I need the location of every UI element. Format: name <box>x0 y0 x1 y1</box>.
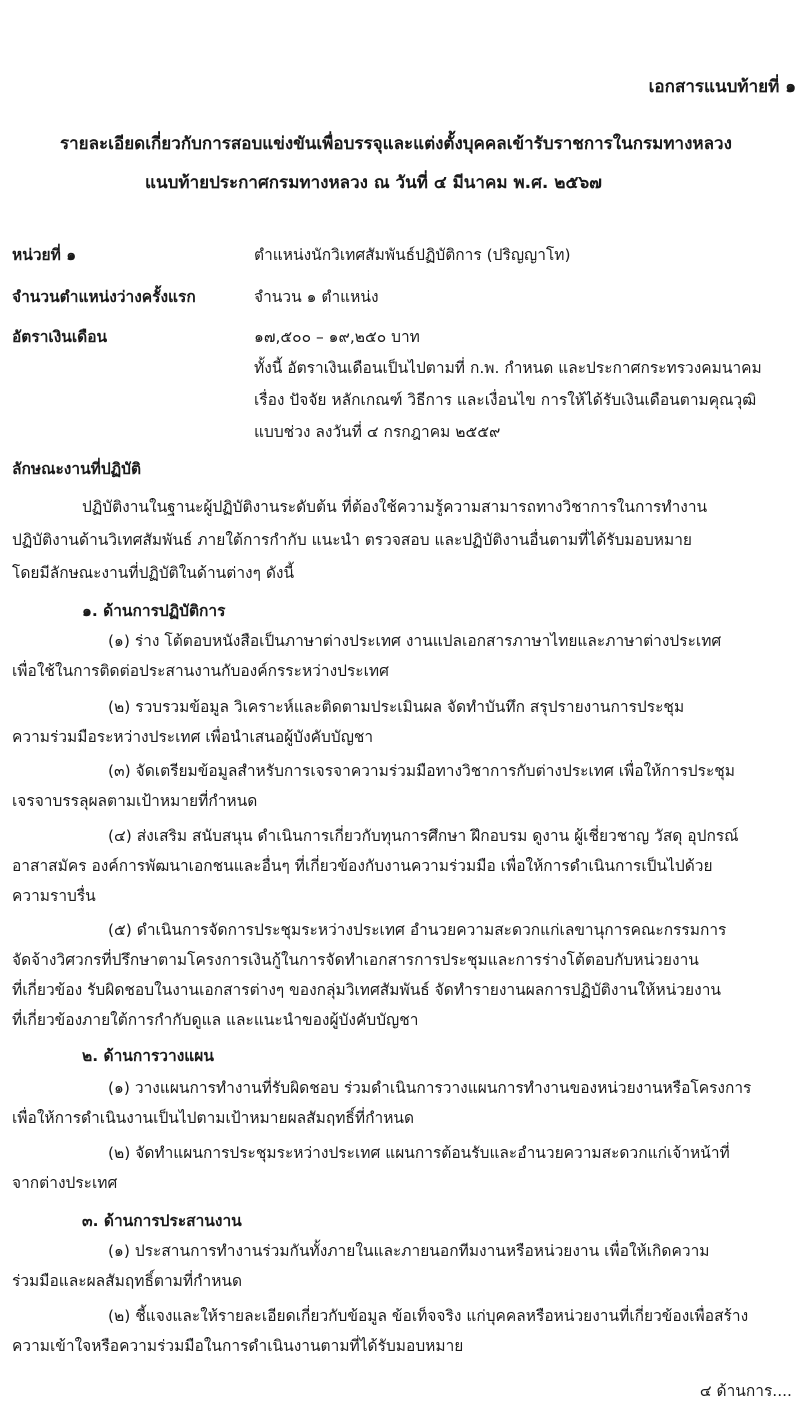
salary-range: ๑๗,๕๐๐ – ๑๙,๒๕๐ บาท <box>254 328 420 346</box>
salary-note-line: ทั้งนี้ อัตราเงินเดือนเป็นไปตามที่ ก.พ. กำหนด และประกาศกระทรวงคมนาคม <box>254 359 762 377</box>
section-1-line: (๕) ดำเนินการจัดการประชุมระหว่างประเทศ อำนวยความสะดวกแก่เลขานุการคณะกรรมการ <box>108 921 727 939</box>
section-1-line: ที่เกี่ยวข้อง รับผิดชอบในงานเอกสารต่างๆ ของกลุ่มวิเทศสัมพันธ์ จัดทำรายงานผลการปฏิบัติงานให้หน่วยงาน <box>12 981 721 999</box>
attachment-label: เอกสารแนบท้ายที่ ๑ <box>648 77 796 97</box>
section-2-heading: ๒. ด้านการวางแผน <box>82 1047 214 1065</box>
unit-value: ตำแหน่งนักวิเทศสัมพันธ์ปฏิบัติการ (ปริญญาโท) <box>254 246 571 264</box>
salary-label: อัตราเงินเดือน <box>12 328 108 346</box>
document-title: รายละเอียดเกี่ยวกับการสอบแข่งขันเพื่อบรรจุและแต่งตั้งบุคคลเข้ารับราชการในกรมทางหลวง <box>60 134 732 154</box>
section-3-line: ความเข้าใจหรือความร่วมมือในการดำเนินงานตามที่ได้รับมอบหมาย <box>12 1337 464 1355</box>
section-1-line: ความร่วมมือระหว่างประเทศ เพื่อนำเสนอผู้บังคับบัญชา <box>12 728 374 746</box>
section-3-line: (๒) ชี้แจงและให้รายละเอียดเกี่ยวกับข้อมูล ข้อเท็จจริง แก่บุคคลหรือหน่วยงานที่เกี่ยวข้องเพื่อสร้าง <box>108 1307 749 1325</box>
section-1-heading: ๑. ด้านการปฏิบัติการ <box>82 602 226 620</box>
intro-line: ปฏิบัติงานด้านวิเทศสัมพันธ์ ภายใต้การกำกับ แนะนำ ตรวจสอบ และปฏิบัติงานอื่นตามที่ได้รับมอบหมาย <box>12 531 693 549</box>
section-1-line: (๑) ร่าง โต้ตอบหนังสือเป็นภาษาต่างประเทศ งานแปลเอกสารภาษาไทยและภาษาต่างประเทศ <box>108 632 722 650</box>
intro-line: ปฏิบัติงานในฐานะผู้ปฏิบัติงานระดับต้น ที่ต้องใช้ความรู้ความสามารถทางวิชาการในการทำงาน <box>82 498 708 516</box>
section-2-line: จากต่างประเทศ <box>12 1174 118 1192</box>
section-1-line: เจรจาบรรลุผลตามเป้าหมายที่กำหนด <box>12 792 258 810</box>
section-1-line: ที่เกี่ยวข้องภายใต้การกำกับดูแล และแนะนำของผู้บังคับบัญชา <box>12 1011 419 1029</box>
section-1-line: อาสาสมัคร องค์การพัฒนาเอกชนและอื่นๆ ที่เกี่ยวข้องกับงานความร่วมมือ เพื่อให้การดำเนินการเป็นไปด้วย <box>12 857 713 875</box>
section-3-line: ร่วมมือและผลสัมฤทธิ์ตามที่กำหนด <box>12 1272 243 1290</box>
section-1-line: ความราบรื่น <box>12 887 96 905</box>
document-subtitle: แนบท้ายประกาศกรมทางหลวง ณ วันที่ ๔ มีนาคม พ.ศ. ๒๕๖๗ <box>145 173 602 193</box>
section-2-line: เพื่อให้การดำเนินงานเป็นไปตามเป้าหมายผลสัมฤทธิ์ที่กำหนด <box>12 1109 415 1127</box>
continued-note: ๔ ด้านการ.... <box>699 1382 792 1400</box>
section-2-line: (๑) วางแผนการทำงานที่รับผิดชอบ ร่วมดำเนินการวางแผนการทำงานของหน่วยงานหรือโครงการ <box>108 1079 752 1097</box>
unit-label: หน่วยที่ ๑ <box>12 246 77 264</box>
vacancy-label: จำนวนตำแหน่งว่างครั้งแรก <box>12 288 196 306</box>
section-1-line: (๓) จัดเตรียมข้อมูลสำหรับการเจรจาความร่วมมือทางวิชาการกับต่างประเทศ เพื่อให้การประชุม <box>108 762 736 780</box>
section-1-line: (๔) ส่งเสริม สนับสนุน ดำเนินการเกี่ยวกับทุนการศึกษา ฝึกอบรม ดูงาน ผู้เชี่ยวชาญ วัสดุ อุปกรณ์ <box>108 827 739 845</box>
job-heading: ลักษณะงานที่ปฏิบัติ <box>12 460 142 478</box>
section-2-line: (๒) จัดทำแผนการประชุมระหว่างประเทศ แผนการต้อนรับและอำนวยความสะดวกแก่เจ้าหน้าที่ <box>108 1144 730 1162</box>
section-1-line: เพื่อใช้ในการติดต่อประสานงานกับองค์กรระหว่างประเทศ <box>12 662 389 680</box>
section-3-heading: ๓. ด้านการประสานงาน <box>82 1212 242 1230</box>
section-1-line: จัดจ้างวิศวกรที่ปรึกษาตามโครงการเงินกู้ในการจัดทำเอกสารการประชุมและการร่างโต้ตอบกับหน่วยงาน <box>12 951 699 969</box>
salary-note-line: เรื่อง ปัจจัย หลักเกณฑ์ วิธีการ และเงื่อนไข การให้ได้รับเงินเดือนตามคุณวุฒิ <box>254 391 757 409</box>
section-3-line: (๑) ประสานการทำงานร่วมกันทั้งภายในและภายนอกทีมงานหรือหน่วยงาน เพื่อให้เกิดความ <box>108 1242 710 1260</box>
intro-line: โดยมีลักษณะงานที่ปฏิบัติในด้านต่างๆ ดังนี้ <box>12 564 295 582</box>
vacancy-value: จำนวน ๑ ตำแหน่ง <box>254 288 379 306</box>
section-1-line: (๒) รวบรวมข้อมูล วิเคราะห์และติดตามประเมินผล จัดทำบันทึก สรุปรายงานการประชุม <box>108 698 685 716</box>
salary-note-line: แบบช่วง ลงวันที่ ๔ กรกฎาคม ๒๕๕๙ <box>254 423 501 441</box>
